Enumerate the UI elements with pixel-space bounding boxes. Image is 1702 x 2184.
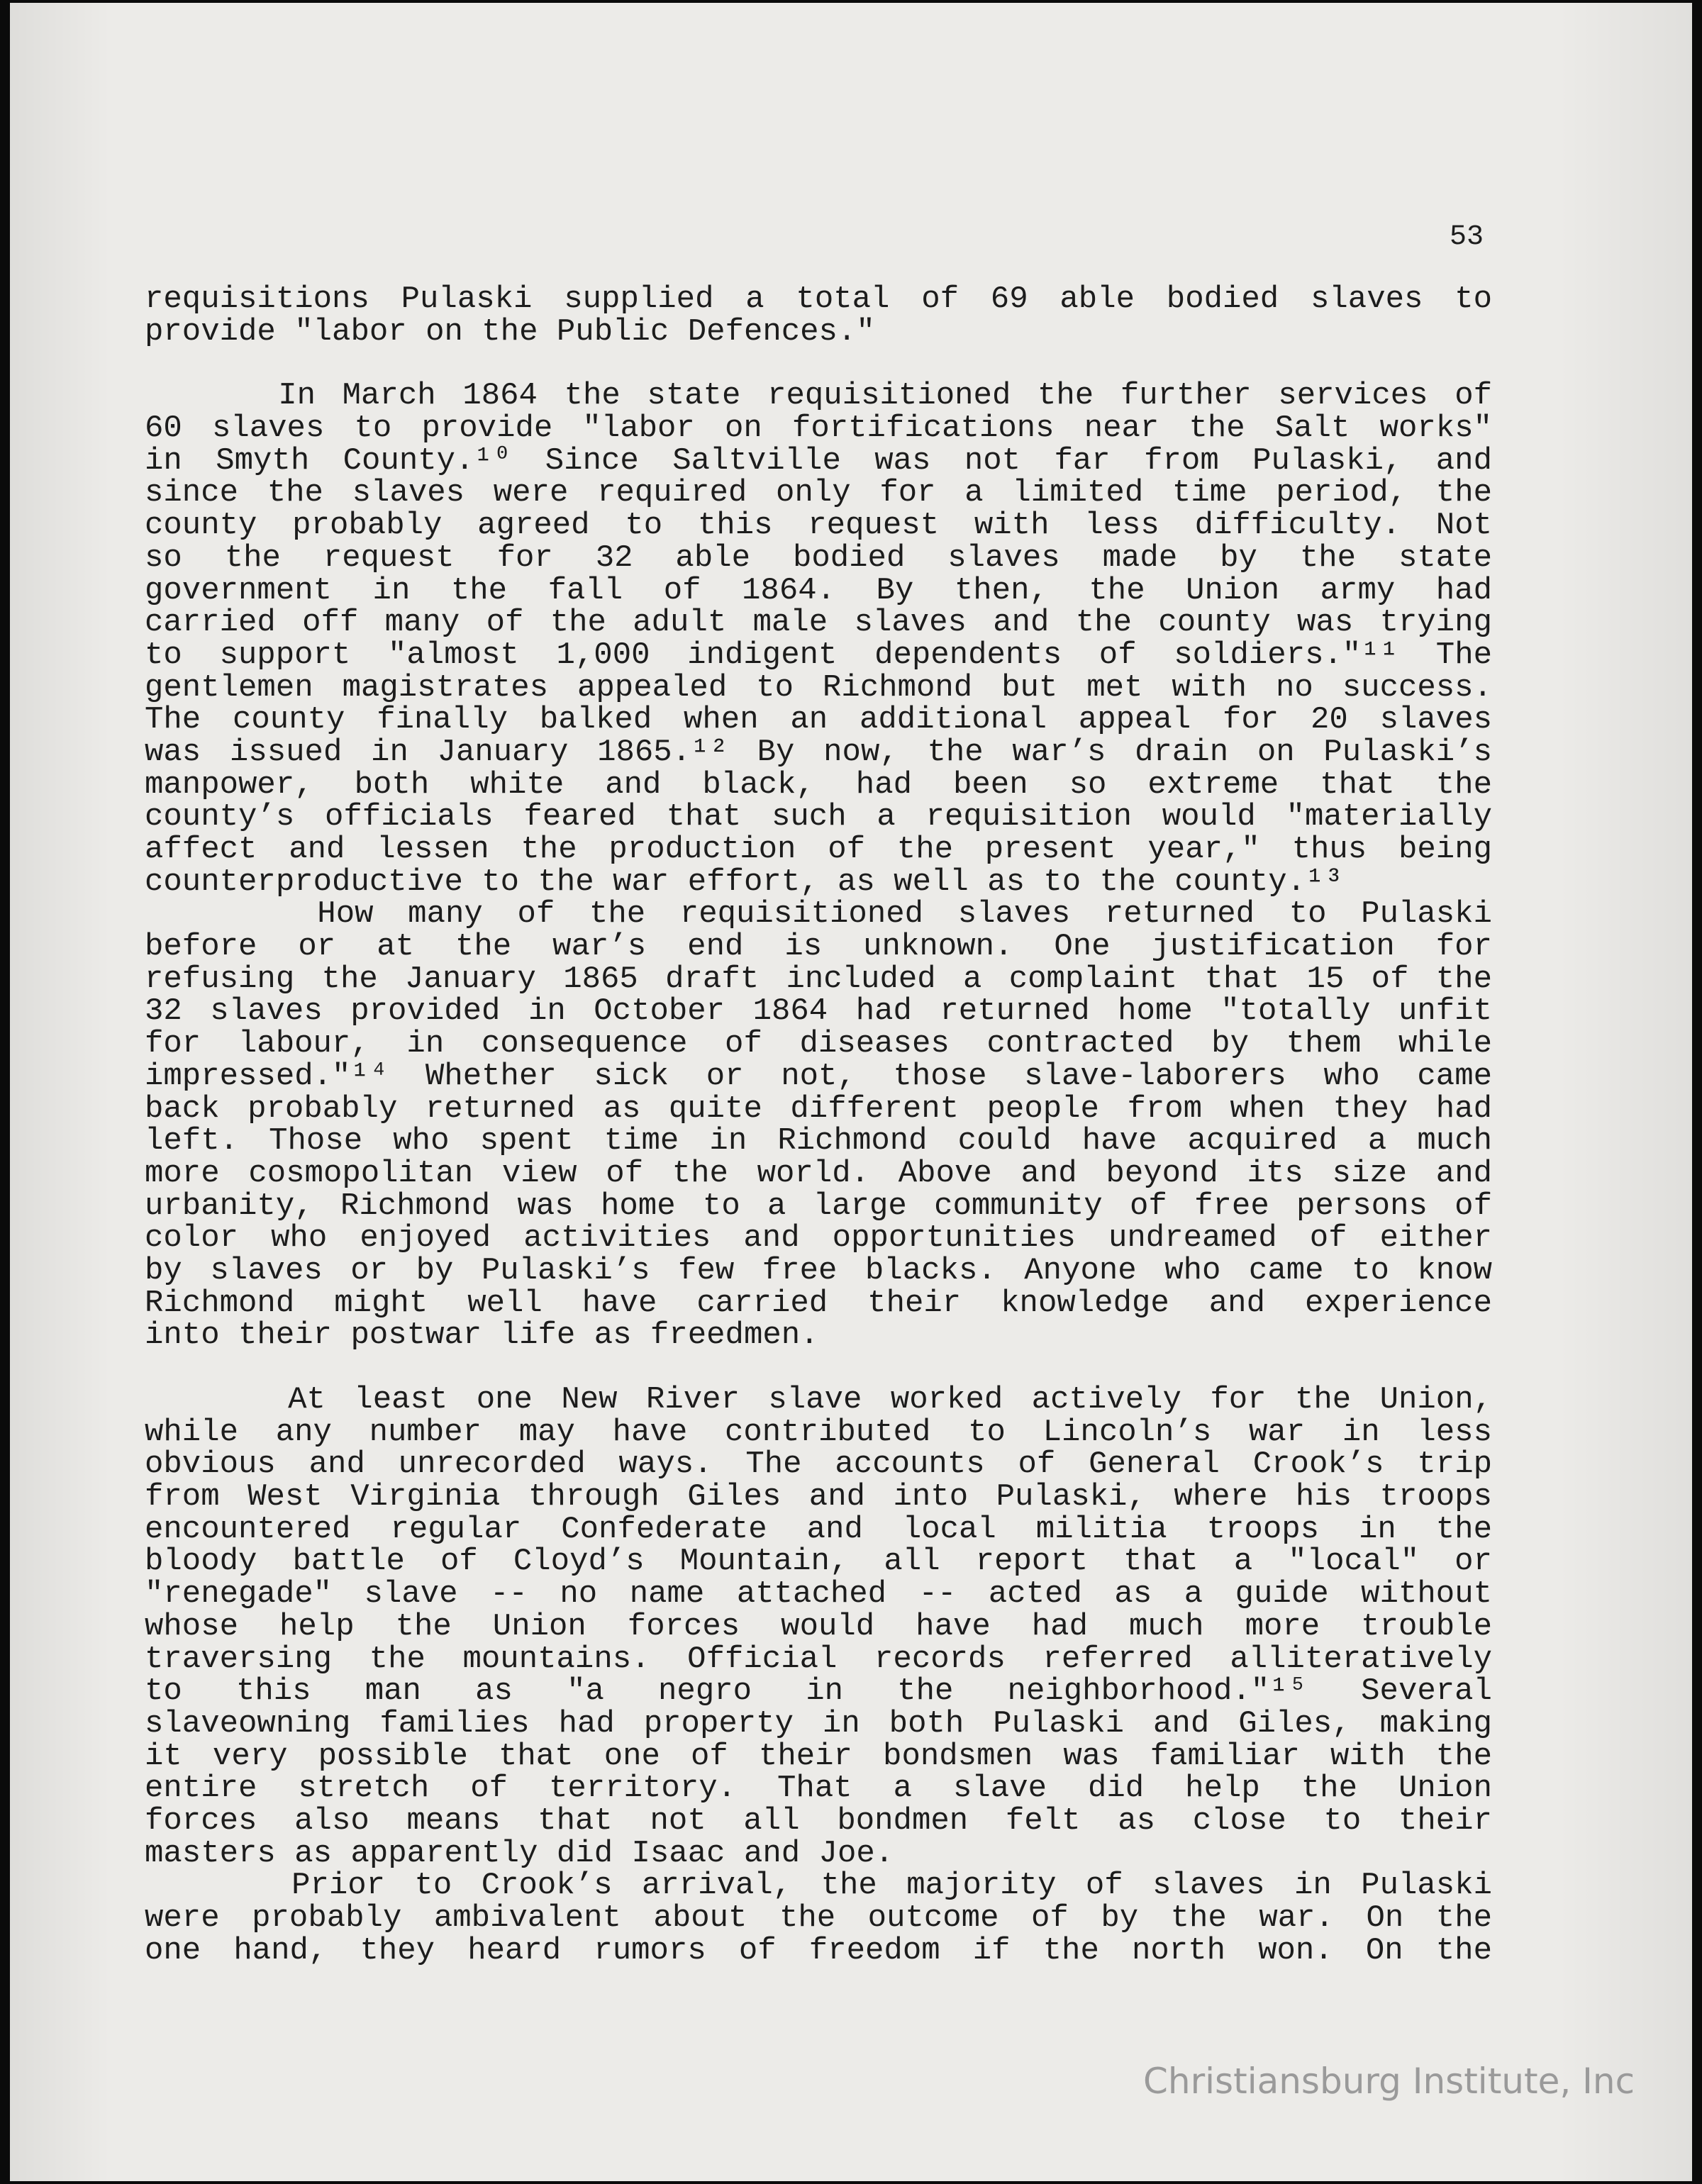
- text-line: masters as apparently did Isaac and Joe.: [145, 1835, 894, 1871]
- body-text: [145, 284, 1492, 1967]
- paragraph: [145, 284, 1492, 348]
- text-line: 60 slaves to provide "labor on fortifications near the Salt works": [145, 411, 1492, 447]
- text-line: were probably ambivalent about the outcome of by the war. On the: [145, 1900, 1492, 1936]
- text-line: to support "almost 1,000 indigent dependents of soldiers."¹¹ The: [145, 637, 1492, 673]
- text-line: before or at the war’s end is unknown. One justification for: [145, 929, 1492, 965]
- text-line: gentlemen magistrates appealed to Richmond but met with no success.: [145, 669, 1492, 706]
- text-line: carried off many of the adult male slaves and the county was trying: [145, 605, 1492, 641]
- text-line: obvious and unrecorded ways. The accounts of General Crook’s trip: [145, 1447, 1492, 1483]
- text-line: government in the fall of 1864. By then, the Union army had: [145, 572, 1492, 608]
- text-line: encountered regular Confederate and local militia troops in the: [145, 1511, 1492, 1547]
- text-line: affect and lessen the production of the present year," thus being: [145, 832, 1492, 867]
- text-line: In March 1864 the state requisitioned the further services of: [145, 378, 1492, 414]
- paragraph: [145, 898, 1492, 1352]
- text-line: requisitions Pulaski supplied a total of 69 able bodied slaves to: [145, 282, 1492, 317]
- text-line: by slaves or by Pulaski’s few free blacks. Anyone who came to know: [145, 1252, 1492, 1288]
- text-line: At least one New River slave worked actively for the Union,: [145, 1382, 1492, 1417]
- text-line: provide "labor on the Public Defences.": [145, 313, 875, 350]
- text-line: The county finally balked when an additional appeal for 20 slaves: [145, 702, 1492, 738]
- text-line: manpower, both white and black, had been so extreme that the: [145, 767, 1492, 803]
- text-line: refusing the January 1865 draft included a complaint that 15 of the: [145, 961, 1492, 997]
- page-number: 53: [1450, 221, 1484, 253]
- text-line: more cosmopolitan view of the world. Above and beyond its size and: [145, 1155, 1492, 1191]
- text-line: into their postwar life as freedmen.: [145, 1317, 819, 1354]
- text-line: forces also means that not all bondmen felt as close to their: [145, 1803, 1492, 1839]
- text-line: impressed."¹⁴ Whether sick or not, those slave-laborers who came: [145, 1058, 1492, 1094]
- watermark: Christiansburg Institute, Inc: [1143, 2061, 1635, 2102]
- text-line: while any number may have contributed to Lincoln’s war in less: [145, 1414, 1492, 1450]
- paragraph: [145, 380, 1492, 898]
- text-line: county’s officials feared that such a requisition would "materially: [145, 799, 1492, 835]
- text-line: from West Virginia through Giles and into Pulaski, where his troops: [145, 1479, 1492, 1515]
- text-line: back probably returned as quite different people from when they had: [145, 1091, 1492, 1127]
- text-line: county probably agreed to this request with less difficulty. Not: [145, 508, 1492, 544]
- text-line: in Smyth County.¹⁰ Since Saltville was not far from Pulaski, and: [145, 442, 1492, 479]
- text-line: so the request for 32 able bodied slaves made by the state: [145, 540, 1492, 576]
- text-line: slaveowning families had property in both Pulaski and Giles, making: [145, 1705, 1492, 1742]
- text-line: traversing the mountains. Official records referred alliteratively: [145, 1641, 1492, 1677]
- text-line: for labour, in consequence of diseases contracted by them while: [145, 1026, 1492, 1062]
- text-line: to this man as "a negro in the neighborhood."¹⁵ Several: [145, 1673, 1492, 1710]
- text-line: color who enjoyed activities and opportunities undreamed of either: [145, 1220, 1492, 1257]
- paragraph: [145, 1870, 1492, 1967]
- text-line: one hand, they heard rumors of freedom if the north won. On the: [145, 1932, 1492, 1968]
- document-page: [10, 3, 1692, 2181]
- text-line: whose help the Union forces would have had much more trouble: [145, 1608, 1492, 1644]
- paragraph: [145, 1384, 1492, 1870]
- text-line: Richmond might well have carried their knowledge and experience: [145, 1285, 1492, 1321]
- text-line: since the slaves were required only for a limited time period, the: [145, 475, 1492, 511]
- text-line: counterproductive to the war effort, as well as to the county.¹³: [145, 864, 1343, 900]
- text-line: it very possible that one of their bondsmen was familiar with the: [145, 1738, 1492, 1774]
- text-line: How many of the requisitioned slaves returned to Pulaski: [145, 896, 1492, 932]
- text-line: bloody battle of Cloyd’s Mountain, all report that a "local" or: [145, 1544, 1492, 1580]
- text-line: "renegade" slave -- no name attached -- acted as a guide without: [145, 1576, 1492, 1612]
- text-line: Prior to Crook’s arrival, the majority of slaves in Pulaski: [145, 1868, 1492, 1904]
- text-line: was issued in January 1865.¹² By now, the war’s drain on Pulaski’s: [145, 734, 1492, 770]
- text-line: urbanity, Richmond was home to a large community of free persons of: [145, 1188, 1492, 1224]
- text-line: left. Those who spent time in Richmond could have acquired a much: [145, 1123, 1492, 1159]
- text-line: 32 slaves provided in October 1864 had returned home "totally unfit: [145, 993, 1492, 1030]
- text-line: entire stretch of territory. That a slave did help the Union: [145, 1771, 1492, 1807]
